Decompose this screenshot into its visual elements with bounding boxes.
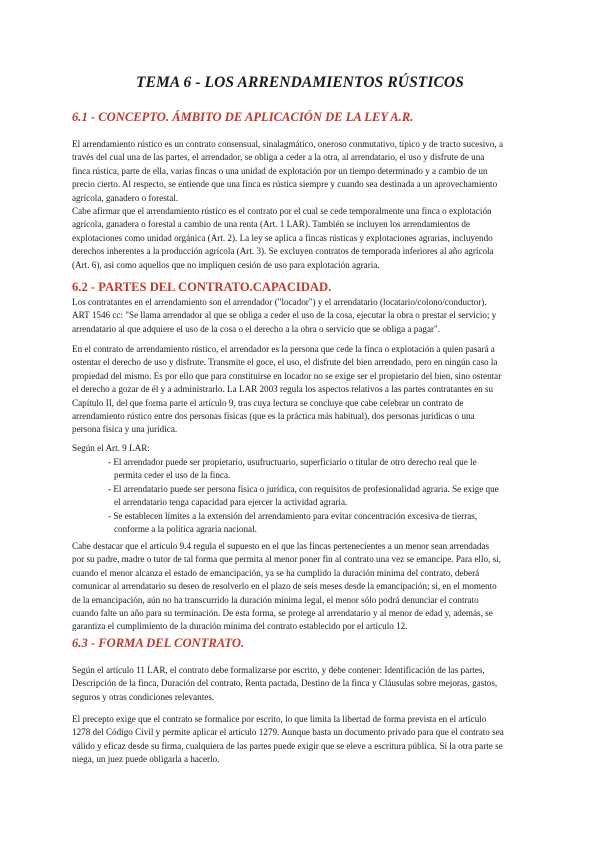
section-heading-6-2: 6.2 - PARTES DEL CONTRATO.CAPACIDAD. <box>72 280 332 294</box>
list-item: - El arrendatario puede ser persona física o jurídica, con requisitos de profesionalidad agraria. Se exige que <box>108 483 499 494</box>
section-6-2-art9-list: - El arrendador puede ser propietario, usufructuario, superficiario o titular de otro derecho real que le permita ceder el uso de la finca. - El arrendatario puede ser persona física o jurídica, con requisitos de profesionalidad agraria. Se exige que el arrendatario tenga capacidad para ejercer la actividad agraria. - Se establecen límites a la extensión del arrendamiento para evitar concentración excesiva de tierras, conforme a la política agraria nacional. <box>72 456 568 536</box>
section-6-2-intro-art9: Según el Art. 9 LAR: <box>72 443 150 453</box>
section-6-3-paragraph-2: El precepto exige que el contrato se formalice por escrito, lo que limita la libertad de forma prevista en el artículo 1278 del Código Civil y permite aplicar el artículo 1279. Aunque basta un documento privado para que el contrato sea válido y eficaz desde su firma, cualquiera de las partes puede exigir que se eleve a escritura pública. Si la otra parte se niega, un juez puede obligarla a hacerlo. <box>72 714 504 765</box>
section-6-2-paragraph-2: En el contrato de arrendamiento rústico, el arrendador es la persona que cede la finca o explotación a quien pasará a ostentar el derecho de uso y disfrute. Transmite el goce, el uso, el disfrute del bien arrendado, pero en ningún caso la propiedad del mismo. Es por ello que para constituirse en locador no se exige ser el propietario del bien, sino ostentar el derecho a gozar de él y a administrarlo. La LAR 2003 regula los aspectos relativos a las partes contratantes en su Capítulo II, del que forma parte el artículo 9, tras cuya lectura se concluye que cabe celebrar un contrato de arrendamiento rústico entre dos personas físicas (que es la práctica más habitual), dos personas jurídicas o una persona física y una jurídica. <box>72 344 502 435</box>
section-6-2-paragraph-3: Cabe destacar que el artículo 9.4 regula el supuesto en el que las fincas pertenecientes a un menor sean arrendadas por su padre, madre o tutor de tal forma que permita al menor poner fin al contrato una vez se emancipe. Para ello, si, cuando el menor alcanza el estado de emancipación, ya se ha cumplido la duración mínima del contrato, deberá comunicar al arrendatario su deseo de resolverlo en el plazo de seis meses desde la emancipación; si, en el momento de la emancipación, aún no ha transcurrido la duración mínima legal, el menor sólo podrá denunciar el contrato cuando falte un año para su terminación. De esta forma, se protege al arrendatario y al menor de edad y, además, se garantiza el cumplimiento de la duración mínima del contrato establecido por el artículo 12. <box>72 541 501 632</box>
list-item: - El arrendador puede ser propietario, usufructuario, superficiario o titular de otro derecho real que le <box>108 457 477 467</box>
section-heading-6-1: 6.1 - CONCEPTO. ÁMBITO DE APLICACIÓN DE LA LEY A.R. <box>72 110 414 124</box>
page-title: TEMA 6 - LOS ARRENDAMIENTOS RÚSTICOS <box>136 74 464 91</box>
section-6-2-paragraph-1: Los contratantes en el arrendamiento son el arrendador ("locador") y el arrendatario (locatario/colono/conductor). ART 1546 cc: "Se llama arrendador al que se obliga a ceder el uso de la cosa, ejecutar la obra o prestar el servicio; y arrendatario al que adquiere el uso de la cosa o el derecho a la obra o servicio que se obliga a pagar". <box>72 297 497 334</box>
section-heading-6-3: 6.3 - FORMA DEL CONTRATO. <box>72 636 245 650</box>
section-6-3-paragraph-1: Según el artículo 11 LAR, el contrato debe formalizarse por escrito, y debe contener: Identificación de las partes, Descripción de la finca, Duración del contrato, Renta pactada, Destino de la finca y Cláusulas sobre mejoras, gastos, seguros y otras condiciones relevantes. <box>72 665 498 702</box>
list-item: - Se establecen límites a la extensión del arrendamiento para evitar concentración excesiva de tierras, <box>108 510 478 521</box>
section-6-1-paragraph: El arrendamiento rústico es un contrato consensual, sinalagmático, oneroso conmutativo, típico y de tracto sucesivo, a través del cual una de las partes, el arrendador, se obliga a ceder a la otra, al arrendatario, el uso y disfrute de una finca rústica, parte de ella, varias fincas o una unidad de explotación por un tiempo determinado y a cambio de un precio cierto. Al respecto, se entiende que una finca es rústica siempre y cuando sea destinada a un aprovechamiento agrícola, ganadero o forestal. Cabe afirmar que el arrendamiento rústico es el contrato por el cual se cede temporalmente una finca o explotación agrícola, ganadera o forestal a cambio de una renta (Art. 1 LAR). También se incluyen los arrendamientos de explotaciones como unidad orgánica (Art. 2). La ley se aplica a fincas rústicas y explotaciones agrarias, incluyendo derechos inherentes a la producción agrícola (Art. 3). Se excluyen contratos de temporada inferiores al año agrícola (Art. 6), así como aquellos que no impliquen cesión de uso para explotación agraria. <box>72 139 504 270</box>
